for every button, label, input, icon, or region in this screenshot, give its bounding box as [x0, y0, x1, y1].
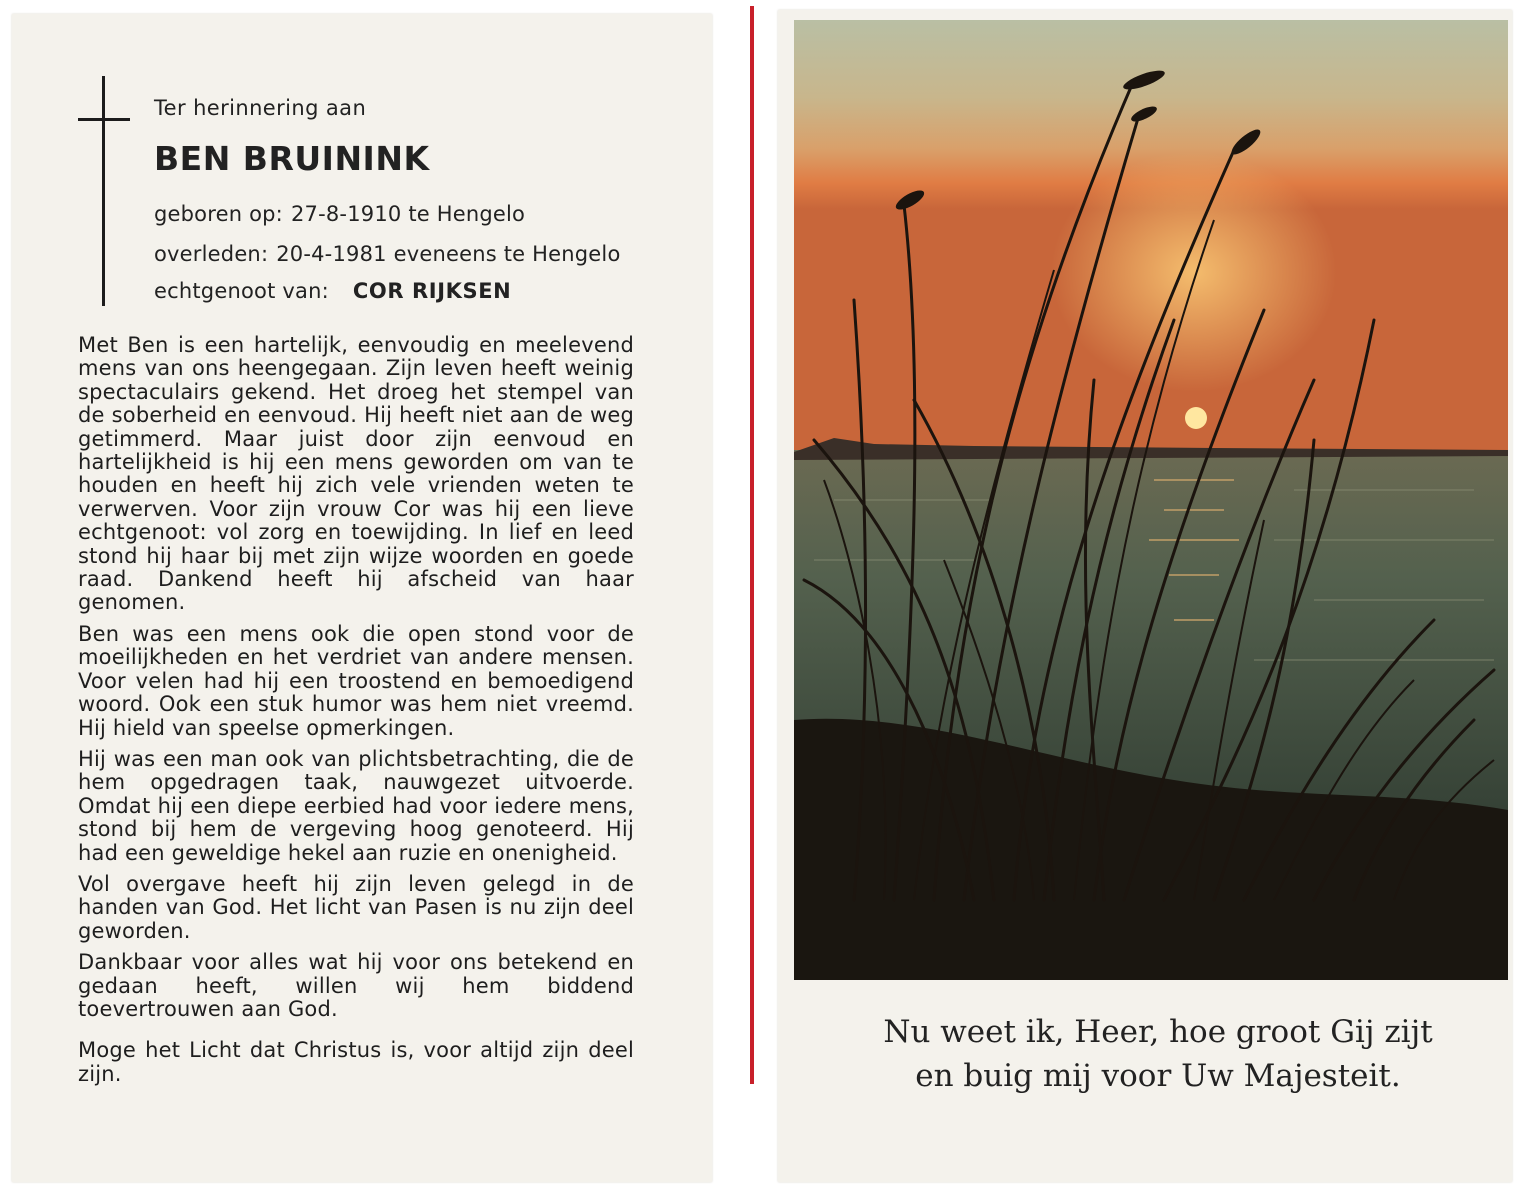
- red-card-edge: [750, 6, 754, 1084]
- eulogy-paragraph: Vol overgave heeft hij zijn leven gelegd in de handen van God. Het licht van Pasen is nu zijn deel geworden.: [78, 871, 634, 943]
- died-label: overleden:: [154, 242, 269, 266]
- eulogy-paragraph: Dankbaar voor alles wat hij voor ons betekend en gedaan heeft, willen wij hem biddend toevertrouwen aan God.: [78, 950, 634, 1021]
- quote-line: en buig mij voor Uw Majesteit.: [915, 1058, 1401, 1094]
- scripture-quote: [778, 1010, 1535, 1098]
- born-label: geboren op:: [154, 202, 283, 226]
- eulogy-paragraph: Hij was een man ook van plichtsbetrachting, die de hem opgedragen taak, nauwgezet uitvoerde. Omdat hij een diepe eerbied had voor iedere mens, stond bij hem de vergeving hoog genoteerd. Hij had een geweldige hekel aan ruzie en onenigheid.: [78, 746, 634, 865]
- died-value: 20-4-1981 eveneens te Hengelo: [276, 242, 621, 266]
- spouse-row: [154, 279, 511, 303]
- spouse-label: echtgenoot van:: [154, 279, 329, 303]
- eulogy-paragraph: Ben was een mens ook die open stond voor de moeilijkheden en het verdriet van andere mensen. Voor velen had hij een troostend en bemoedigend woord. Ook een stuk humor was hem niet vreemd. Hij hield van speelse opmerkingen.: [78, 621, 634, 740]
- closing-prayer: Moge het Licht dat Christus is, voor altijd zijn deel zijn.: [78, 1038, 634, 1086]
- sunset-reeds-photo: [794, 20, 1508, 980]
- cross-icon: [102, 76, 105, 306]
- memorial-card-text-side: [12, 14, 712, 1182]
- intro-text: Ter herinnering aan: [154, 96, 367, 120]
- death-row: [154, 242, 621, 266]
- eulogy-text: [78, 334, 634, 1094]
- spouse-name: COR RIJKSEN: [352, 279, 512, 303]
- memorial-card-photo-side: [778, 10, 1512, 1182]
- quote-line: Nu weet ik, Heer, hoe groot Gij zijt: [883, 1014, 1433, 1050]
- eulogy-paragraph: Met Ben is een hartelijk, eenvoudig en meelevend mens van ons heengegaan. Zijn leven heeft weinig spectaculairs gekend. Het droeg het stempel van de soberheid en eenvoud. Hij heeft niet aan de weg getimmerd. Maar juist door zijn eenvoud en hartelijkheid is hij een mens geworden om van te houden en heeft hij zich vele vrienden weten te verwerven. Voor zijn vrouw Cor was hij een lieve echtgenoot: vol zorg en toewijding. In lief en leed stond hij haar bij met zijn wijze woorden en goede raad. Dankend heeft hij afscheid van haar genomen.: [78, 333, 634, 615]
- cross-icon-bar: [78, 118, 130, 121]
- deceased-name: BEN BRUININK: [154, 139, 430, 178]
- born-value: 27-8-1910 te Hengelo: [290, 202, 526, 226]
- birth-row: [154, 202, 525, 226]
